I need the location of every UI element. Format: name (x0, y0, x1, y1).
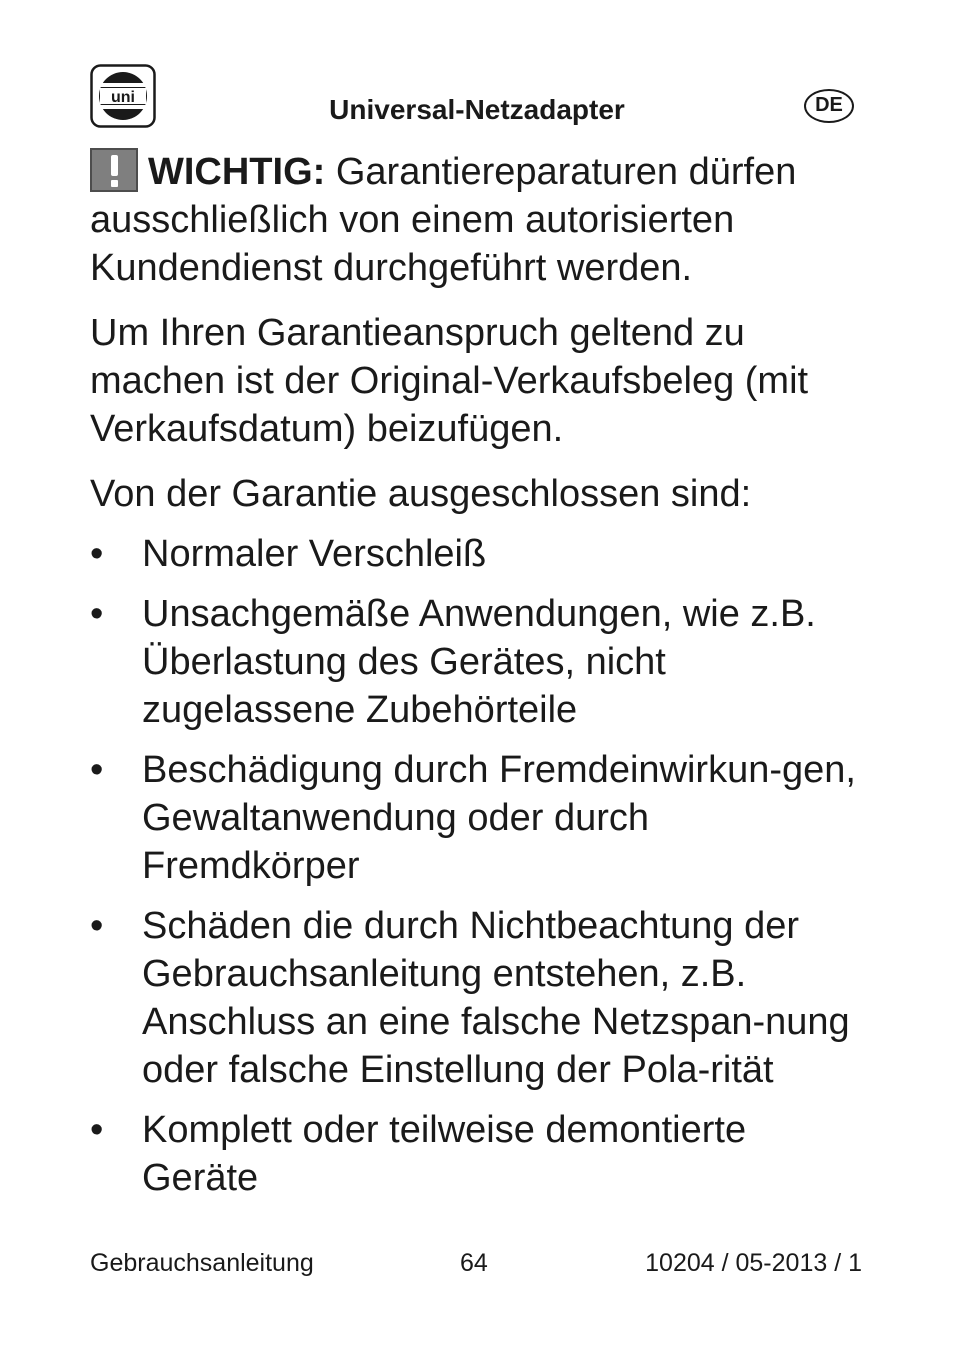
document-body (90, 148, 870, 1214)
list-item-text: Unsachgemäße Anwendungen, wie z.B. Überlastung des Gerätes, nicht zugelassene Zubehörteile (142, 593, 816, 731)
footer-document-id: 10204 / 05-2013 / 1 (645, 1249, 862, 1277)
exclamation-warning-icon (90, 148, 138, 192)
list-item-text: Normaler Verschleiß (142, 533, 487, 575)
bullet: • (90, 905, 104, 947)
receipt-paragraph: Um Ihren Garantieanspruch geltend zu machen ist der Original-Verkaufsbeleg (mit Verkaufsdatum) beizufügen. (90, 312, 809, 450)
list-item (90, 1106, 870, 1202)
list-item-text: Schäden die durch Nichtbeachtung der Gebrauchsanleitung entstehen, z.B. Anschluss an eine falsche Netzspan-nung oder falsche Einstellung der Pola-rität (142, 905, 850, 1091)
exclusions-intro: Von der Garantie ausgeschlossen sind: (90, 473, 752, 515)
list-item (90, 590, 870, 734)
page-number: 64 (460, 1249, 488, 1277)
list-item (90, 530, 870, 578)
list-item-text: Komplett oder teilweise demontierte Geräte (142, 1109, 747, 1199)
list-item (90, 902, 870, 1094)
page-title: Universal-Netzadapter (329, 94, 625, 125)
footer-document-type: Gebrauchsanleitung (90, 1249, 314, 1277)
language-badge: DE (804, 89, 854, 123)
bullet: • (90, 533, 104, 575)
bullet: • (90, 1109, 104, 1151)
list-item-text: Beschädigung durch Fremdeinwirkun-gen, Gewaltanwendung oder durch Fremdkörper (142, 749, 856, 887)
warning-text: Garantiereparaturen dürfen ausschließlich von einem autorisierten Kundendienst durchgeführt werden. (90, 151, 797, 289)
warning-label: WICHTIG: (148, 151, 326, 193)
exclusions-list (90, 530, 870, 1202)
warning-paragraph (90, 148, 870, 292)
logo-text: uni (111, 89, 135, 106)
bullet: • (90, 593, 104, 635)
list-item (90, 746, 870, 890)
bullet: • (90, 749, 104, 791)
